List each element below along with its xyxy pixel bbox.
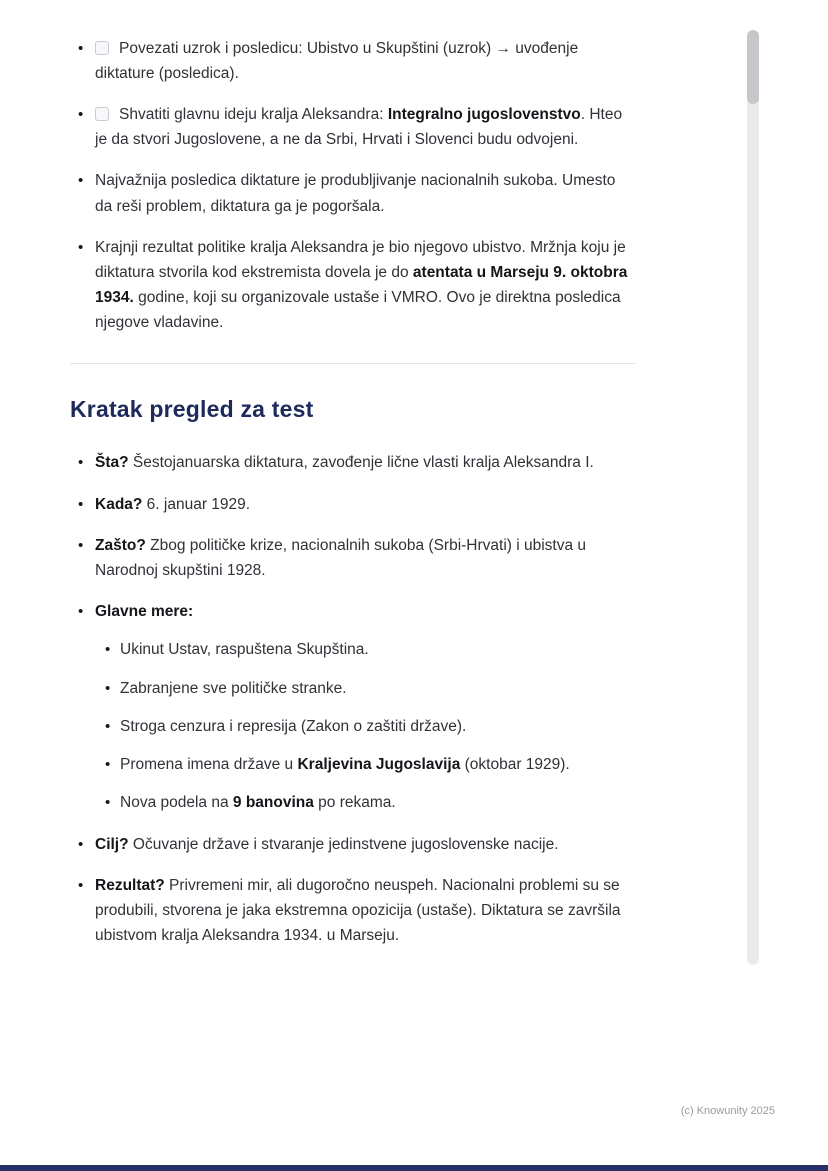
list-item-text [95,873,636,948]
list-item-text [120,752,636,777]
text-segment-bold: Cilj? [95,835,129,853]
text-segment: Zabranjene sve političke stranke. [120,679,347,697]
list-item-text [95,36,636,86]
list-item-text [120,637,636,662]
text-segment: (oktobar 1929). [460,756,570,774]
next-page-edge [0,1165,828,1171]
bullet-dot: • [78,536,84,554]
text-segment: Očuvanje države i stvaranje jedinstvene jugoslovenske nacije. [128,835,559,853]
sub-list-item [95,752,636,777]
list-item [70,599,636,816]
sub-list [95,637,636,815]
scrollbar-thumb[interactable] [747,30,759,104]
bullet-dot: • [78,238,84,256]
text-segment: po rekama. [313,794,396,812]
scrollbar-track[interactable] [747,30,759,965]
bullet-dot: • [78,454,84,472]
list-item [70,235,636,335]
text-segment: Najvažnija posledica diktature je produbljivanje nacionalnih sukoba. Umesto da reši problem, diktatura ga je pogoršala. [95,172,616,215]
text-segment: Promena imena države u [120,756,298,774]
sub-list-item [95,676,636,701]
list-item [70,36,636,86]
list-item-text [95,599,636,816]
bullet-dot: • [78,835,84,853]
text-segment: Ukinut Ustav, raspuštena Skupština. [120,641,369,659]
text-segment-bold: Integralno jugoslovenstvo [387,106,581,124]
list-item-text [95,168,636,218]
list-item-text [120,676,636,701]
section-divider [70,363,636,364]
text-segment: 6. januar 1929. [142,495,251,513]
text-segment: Šestojanuarska diktatura, zavođenje lične vlasti kralja Aleksandra I. [128,454,594,472]
text-segment: godine, koji su organizovale ustaše i VMRO. Ovo je direktna posledica njegove vladavine. [95,288,621,331]
text-segment: Privremeni mir, ali dugoročno neuspeh. Nacionalni problemi su se produbili, stvorena je jaka ekstremna opozicija (ustaše). Diktatura se završila ubistvom kralja Aleksandra 1934. u Marseju. [95,877,621,945]
list-item-text [95,832,636,857]
list-item [70,102,636,152]
text-segment: . Hteo je da stvori Jugoslovene, a ne da Srbi, Hrvati i Slovenci budu odvojeni. [95,106,623,149]
text-segment-bold: Zašto? [95,536,146,554]
bullet-dot: • [105,641,111,659]
text-segment: Stroga cenzura i represija (Zakon o zaštiti države). [120,717,467,735]
checkbox[interactable] [95,107,109,121]
list-item-text [95,533,636,583]
sub-list-item [95,637,636,662]
list-item-text [95,492,636,517]
list-item-text [120,714,636,739]
list-item [70,492,636,517]
section-heading: Kratak pregled za test [70,396,314,423]
list-item [70,450,636,475]
bullet-dot: • [78,106,84,124]
text-segment: Nova podela na [120,794,233,812]
sub-list-item [95,714,636,739]
text-segment: Shvatiti glavnu ideju kralja Aleksandra: [119,106,388,124]
list-item [70,168,636,218]
text-segment-bold: Glavne mere: [95,603,194,621]
bullet-dot: • [105,756,111,774]
list-item-text [95,235,636,335]
list-item-text [95,450,636,475]
list-item [70,832,636,857]
notes-content [70,36,636,964]
bullet-dot: • [105,794,111,812]
list-item-text [120,790,636,815]
sub-list-item [95,790,636,815]
bullet-dot: • [78,40,84,57]
text-segment-bold: Rezultat? [95,877,165,895]
text-segment: Krajnji rezultat politike kralja Aleksandra je bio njegovo ubistvo. Mržnja koju je diktatura stvorila kod ekstremista dovela je do [95,238,626,281]
list-item [70,873,636,948]
checkbox[interactable] [95,41,109,55]
list-item [70,533,636,583]
text-segment-bold: Šta? [95,454,129,472]
list-item-text [95,102,636,152]
text-segment-bold: Kraljevina Jugoslavija [297,756,461,774]
text-segment: Zbog političke krize, nacionalnih sukoba (Srbi-Hrvati) i ubistva u Narodnoj skupštini 1928. [95,536,587,580]
bullet-dot: • [105,679,111,697]
bullet-dot: • [78,495,84,513]
text-segment: Povezati uzrok i posledicu: Ubistvo u Skupštini (uzrok) → uvođenje diktature (posledica). [95,40,579,83]
bullet-dot: • [78,603,84,621]
bullet-dot: • [78,172,84,190]
text-segment-bold: 9 banovina [232,794,314,812]
bullet-dot: • [78,877,84,895]
bullet-dot: • [105,717,111,735]
footer-credit: (c) Knowunity 2025 [680,1105,775,1117]
text-segment-bold: Kada? [95,495,143,513]
text-segment-bold: atentata u Marseju 9. oktobra 1934. [95,263,628,306]
